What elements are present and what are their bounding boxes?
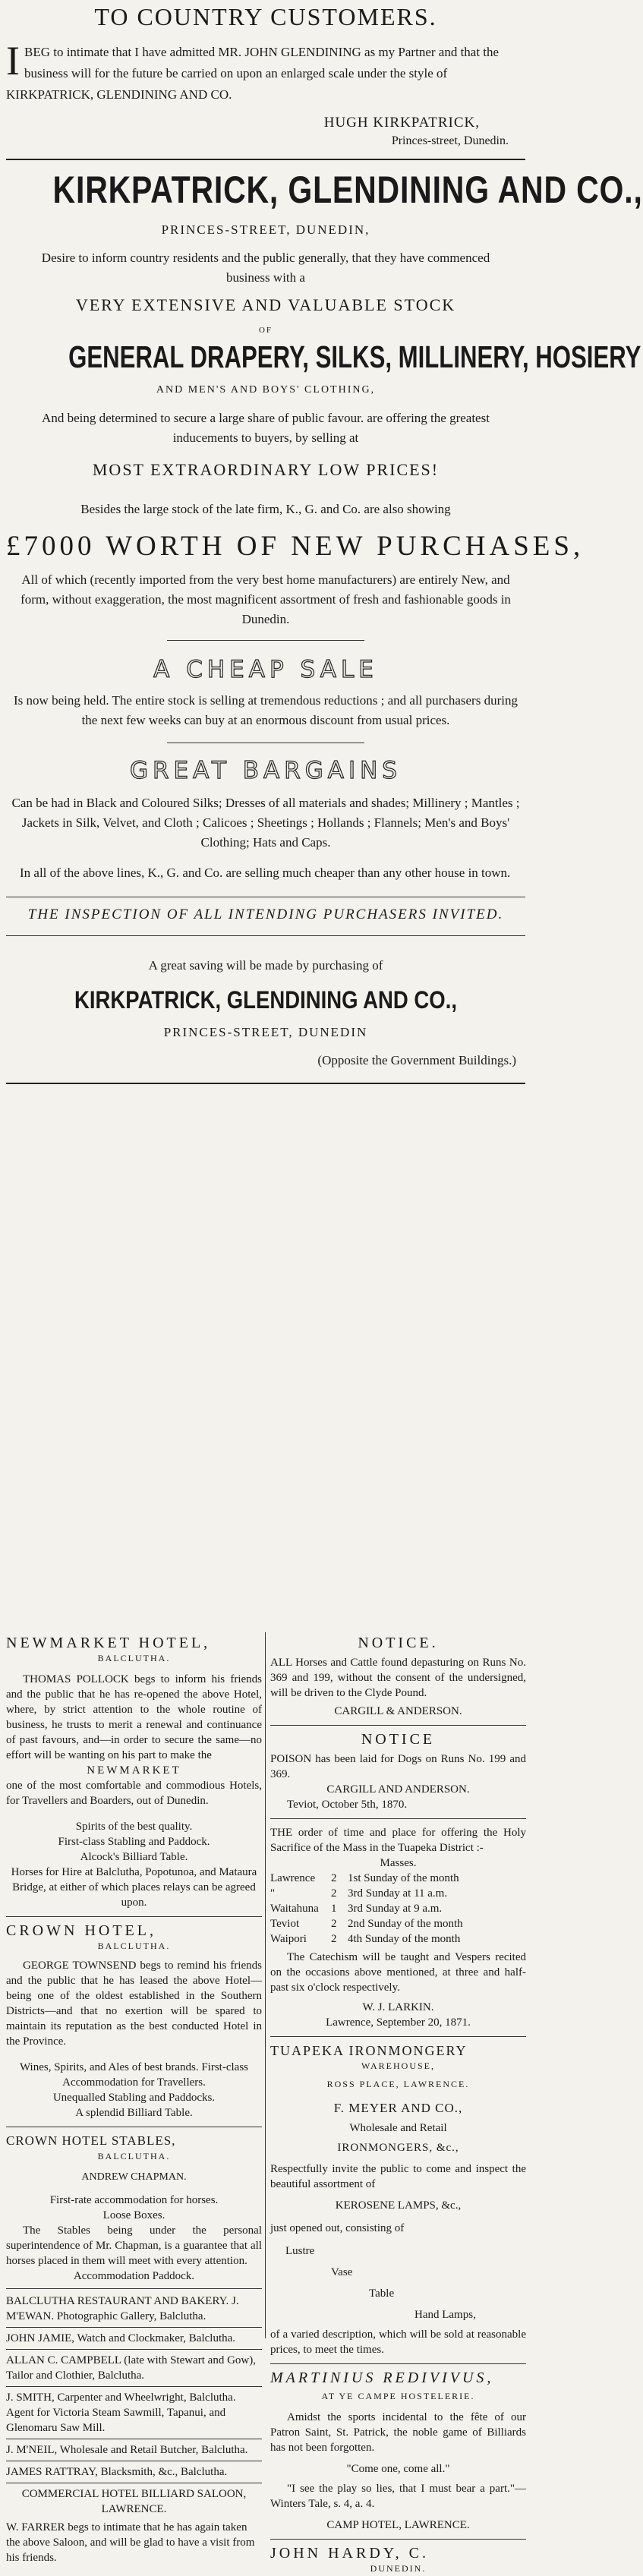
clothing-line: AND MEN'S AND BOYS' CLOTHING,	[156, 384, 376, 396]
mass-row: " 2 3rd Sunday at 11 a.m.	[270, 1887, 448, 1900]
saving-text: A great saving will be made by purchasing of	[148, 958, 383, 973]
ad-body: of a varied description, which will be sold at reasonable prices, to meet the times.	[270, 2328, 526, 2356]
firm-name-heading: KIRKPATRICK, GLENDINING AND CO.,	[52, 169, 643, 211]
ad-line: IRONMONGERS, &c.,	[337, 2142, 459, 2154]
ad-title: JOHN HARDY, C.	[270, 2545, 429, 2562]
purchases-heading: £7000 WORTH OF NEW PURCHASES,	[6, 531, 585, 562]
mass-row: Lawrence 2 1st Sunday of the month	[270, 1872, 459, 1884]
mass-row: Teviot 2 2nd Sunday of the month	[270, 1918, 463, 1930]
ad-place: BALCLUTHA.	[97, 1941, 171, 1951]
ad-line: Spirits of the best quality.	[75, 1821, 193, 1833]
ad-line: Alcock's Billiard Table.	[80, 1851, 188, 1863]
mneil-ad: J. M'NEIL, Wholesale and Retail Butcher, Balclutha.	[6, 2444, 248, 2456]
partnership-notice	[6, 38, 525, 106]
martinius-ad	[270, 2370, 526, 2533]
ad-sub: WAREHOUSE,	[361, 2060, 435, 2071]
firm-name-repeat: KIRKPATRICK, GLENDINING AND CO.,	[74, 986, 458, 1014]
ad-body: THE order of time and place for offering the Holy Sacrifice of the Mass in the Tuapeka District :-	[270, 1827, 526, 1854]
ad-line: Unequalled Stabling and Paddocks.	[52, 2092, 216, 2104]
ad-line: Wines, Spirits, and Ales of best brands. First-class Accommodation for Travellers.	[19, 2061, 249, 2089]
jamie-ad: JOHN JAMIE, Watch and Clockmaker, Balclutha.	[6, 2332, 236, 2344]
opposite-note: (Opposite the Government Buildings.)	[317, 1053, 516, 1067]
ad-quote: "I see the play so lies, that I must bear a part."—Winters Tale, s. 4, a. 4.	[270, 2483, 526, 2510]
divider	[6, 2288, 262, 2289]
masses-label: Masses.	[380, 1857, 417, 1869]
ad-line: Horses for Hire at Balclutha, Popotunoa, and Mataura Bridge, at either of which places relays can be agreed upon.	[11, 1866, 257, 1909]
divider	[6, 2349, 262, 2350]
dropcap-letter: I	[6, 38, 20, 84]
drapery-heading: GENERAL DRAPERY, SILKS, MILLINERY, HOSIERY	[68, 339, 641, 374]
divider	[270, 2539, 526, 2540]
crown-hotel-ad	[6, 1923, 262, 2120]
ad-title: NOTICE	[361, 1731, 436, 1748]
divider	[6, 2327, 262, 2328]
ad-name: NEWMARKET	[87, 1764, 181, 1777]
divider	[6, 2386, 262, 2387]
firm-street: PRINCES-STREET, DUNEDIN,	[161, 222, 370, 237]
ad-quote: "Come one, come all."	[346, 2463, 450, 2475]
hardy-ad	[270, 2546, 526, 2576]
ad-line: A splendid Billiard Table.	[75, 2107, 193, 2119]
intro-text: Desire to inform country residents and the public generally, that they have commenced business with a	[41, 251, 490, 285]
catechism-text: The Catechism will be taught and Vespers recited on the occasions above mentioned, at three and half-past six o'clock respectively.	[270, 1951, 526, 1994]
tuapeka-ironmongery-ad	[270, 2043, 526, 2357]
ad-owner: ANDREW CHAPMAN.	[81, 2171, 187, 2183]
cheap-sale-text: Is now being held. The entire stock is selling at tremendous reductions ; and all purchasers during the next few weeks can buy at an enormous discount from usual prices.	[14, 693, 518, 727]
ad-title: NOTICE.	[358, 1635, 439, 1651]
smith-ad: J. SMITH, Carpenter and Wheelwright, Balclutha. Agent for Victoria Steam Sawmill, Tapanui, and Glenomaru Saw Mill.	[6, 2392, 236, 2434]
column-divider	[265, 1632, 266, 2338]
country-customers-heading: TO COUNTRY CUSTOMERS.	[94, 3, 437, 30]
mass-notice-ad	[270, 1825, 526, 2030]
newmarket-hotel-ad	[6, 1635, 262, 1910]
ad-date: Teviot, October 5th, 1870.	[287, 1799, 408, 1811]
divider	[270, 2363, 526, 2364]
ad-title: MARTINIUS REDIVIVUS,	[270, 2369, 494, 2386]
ad-line: Lustre	[285, 2245, 315, 2257]
ad-signature: CARGILL & ANDERSON.	[334, 1705, 462, 1717]
signature-address: Princes-street, Dunedin.	[391, 134, 509, 147]
all-of-which-text: All of which (recently imported from the very best home manufacturers) are entirely New, and form, without exaggeration, the most magnificent assortment of fresh and fashionable goods in Dunedin.	[20, 572, 511, 626]
signature: HUGH KIRKPATRICK,	[323, 115, 480, 131]
ad-body: GEORGE TOWNSEND begs to remind his friends and the public that he has leased the above Hotel—being one of the oldest established in the Southern Districts—and that no exertion will be spared to maintain its reputation as the best conducted Hotel in the Province.	[6, 1960, 262, 2048]
ad-signature: W. J. LARKIN.	[362, 2001, 434, 2013]
inspection-heading: THE INSPECTION OF ALL INTENDING PURCHASERS INVITED.	[27, 906, 504, 922]
ad-firm: F. MEYER AND CO.,	[333, 2101, 463, 2115]
ad-title: CROWN HOTEL,	[6, 1922, 156, 1939]
bargains-heading: GREAT BARGAINS	[130, 757, 402, 784]
right-column	[270, 1635, 526, 2576]
divider	[6, 935, 525, 936]
ad-place: BALCLUTHA.	[97, 1653, 171, 1663]
rattray-ad: JAMES RATTRAY, Blacksmith, &c., Balclutha.	[6, 2466, 228, 2478]
ad-line: Vase	[331, 2266, 353, 2278]
ad-place: DUNEDIN.	[370, 2563, 427, 2574]
notice-ad-2	[270, 1732, 526, 1812]
ad-line: KEROSENE LAMPS, &c.,	[335, 2199, 462, 2212]
divider	[270, 1725, 526, 1726]
ad-line: CAMP HOTEL, LAWRENCE.	[326, 2519, 470, 2531]
ad-body: Respectfully invite the public to come and inspect the beautiful assortment of	[270, 2163, 526, 2190]
top-section	[6, 0, 643, 1084]
farrer-ad: W. FARRER begs to intimate that he has again taken the above Saloon, and will be glad to have a visit from his friends.	[6, 2521, 255, 2564]
ad-body: POISON has been laid for Dogs on Runs No. 199 and 369.	[270, 1753, 526, 1780]
ad-sub: AT YE CAMPE HOSTELERIE.	[321, 2391, 475, 2401]
ad-title: CROWN HOTEL STABLES,	[6, 2133, 176, 2148]
ad-place: ROSS PLACE, LAWRENCE.	[326, 2079, 470, 2089]
divider	[270, 2036, 526, 2037]
ad-line: Accommodation Paddock.	[73, 2270, 195, 2282]
all-lines-text: In all of the above lines, K., G. and Co. are selling much cheaper than any other house in town.	[20, 865, 511, 880]
ad-body-cont: one of the most comfortable and commodious Hotels, for Travellers and Boarders, out of Dunedin.	[6, 1780, 262, 1807]
stock-heading: VERY EXTENSIVE AND VALUABLE STOCK	[75, 295, 456, 314]
ad-title: NEWMARKET HOTEL,	[6, 1635, 211, 1651]
ad-line: Wholesale and Retail	[349, 2122, 447, 2134]
ad-body: THOMAS POLLOCK begs to inform his friends and the public that he has re-opened the above Hotel, where, by strict attention to the whole routine of business, he trusts to merit a renewal and continuance of past favours, and—in order to secure the same—no effort will be wanting on his part to make the	[6, 1673, 262, 1761]
short-rule	[167, 640, 364, 641]
ad-place: BALCLUTHA.	[97, 2151, 171, 2161]
restaurant-ad: BALCLUTHA RESTAURANT AND BAKERY. J. M'EWAN. Photographic Gallery, Balclutha.	[6, 2295, 239, 2322]
ad-signature: CARGILL AND ANDERSON.	[326, 1783, 470, 1796]
besides-text: Besides the large stock of the late firm, K., G. and Co. are also showing	[80, 502, 451, 516]
ad-line: First-class Stabling and Paddock.	[58, 1836, 210, 1848]
mass-row: Waipori 2 4th Sunday of the month	[270, 1933, 461, 1945]
commercial-saloon-title: COMMERCIAL HOTEL BILLIARD SALOON, LAWRENCE.	[21, 2488, 247, 2515]
partnership-text: BEG to intimate that I have admitted MR. JOHN GLENDINING as my Partner and that the business will for the future be carried on upon an enlarged scale under the style of KIRKPATRICK, GLENDINING AND CO.	[6, 45, 500, 102]
divider	[270, 1818, 526, 1819]
ad-body: The Stables being under the personal superintendence of Mr. Chapman, is a guarantee that all horses placed in them will meet with every attention.	[6, 2224, 262, 2267]
divider	[6, 1083, 525, 1084]
ad-line: Hand Lamps,	[414, 2309, 476, 2321]
left-column	[6, 1635, 262, 2565]
crown-stables-ad	[6, 2133, 262, 2284]
ad-body: ALL Horses and Cattle found depasturing on Runs No. 369 and 199, without the consent of the undersigned, will be driven to the Clyde Pound.	[270, 1657, 526, 1699]
notice-ad-1	[270, 1635, 526, 1719]
low-prices-heading: MOST EXTRAORDINARY LOW PRICES!	[92, 460, 440, 479]
ad-line: Loose Boxes.	[102, 2209, 165, 2221]
divider	[6, 159, 525, 160]
campbell-ad: ALLAN C. CAMPBELL (late with Stewart and Gow), Tailor and Clothier, Balclutha.	[6, 2354, 256, 2382]
ad-line: First-rate accommodation for horses.	[49, 2194, 219, 2206]
cheap-sale-heading: A CHEAP SALE	[153, 656, 378, 683]
determined-text: And being determined to secure a large share of public favour. are offering the greatest inducements to buyers, by selling at	[42, 411, 490, 445]
ad-title: TUAPEKA IRONMONGERY	[270, 2043, 468, 2058]
ad-line: just opened out, consisting of	[270, 2222, 405, 2234]
of-word: OF	[258, 326, 273, 335]
ad-date: Lawrence, September 20, 1871.	[326, 2016, 471, 2029]
divider	[6, 1916, 262, 1917]
mass-row: Waitahuna 1 3rd Sunday at 9 a.m.	[270, 1903, 443, 1915]
bargains-text: Can be had in Black and Coloured Silks; Dresses of all materials and shades; Millinery ; Mantles ; Jackets in Silk, Velvet, and Cloth ; Calicoes ; Sheetings ; Hollands ; Flannels; Men's and Boys' Clothing; Hats and Caps.	[11, 796, 520, 850]
ad-body: Amidst the sports incidental to the fête of our Patron Saint, St. Patrick, the noble game of Billiards has not been forgotten.	[270, 2411, 526, 2454]
firm-street-repeat: PRINCES-STREET, DUNEDIN	[163, 1025, 368, 1039]
ad-line: Table	[369, 2288, 395, 2300]
